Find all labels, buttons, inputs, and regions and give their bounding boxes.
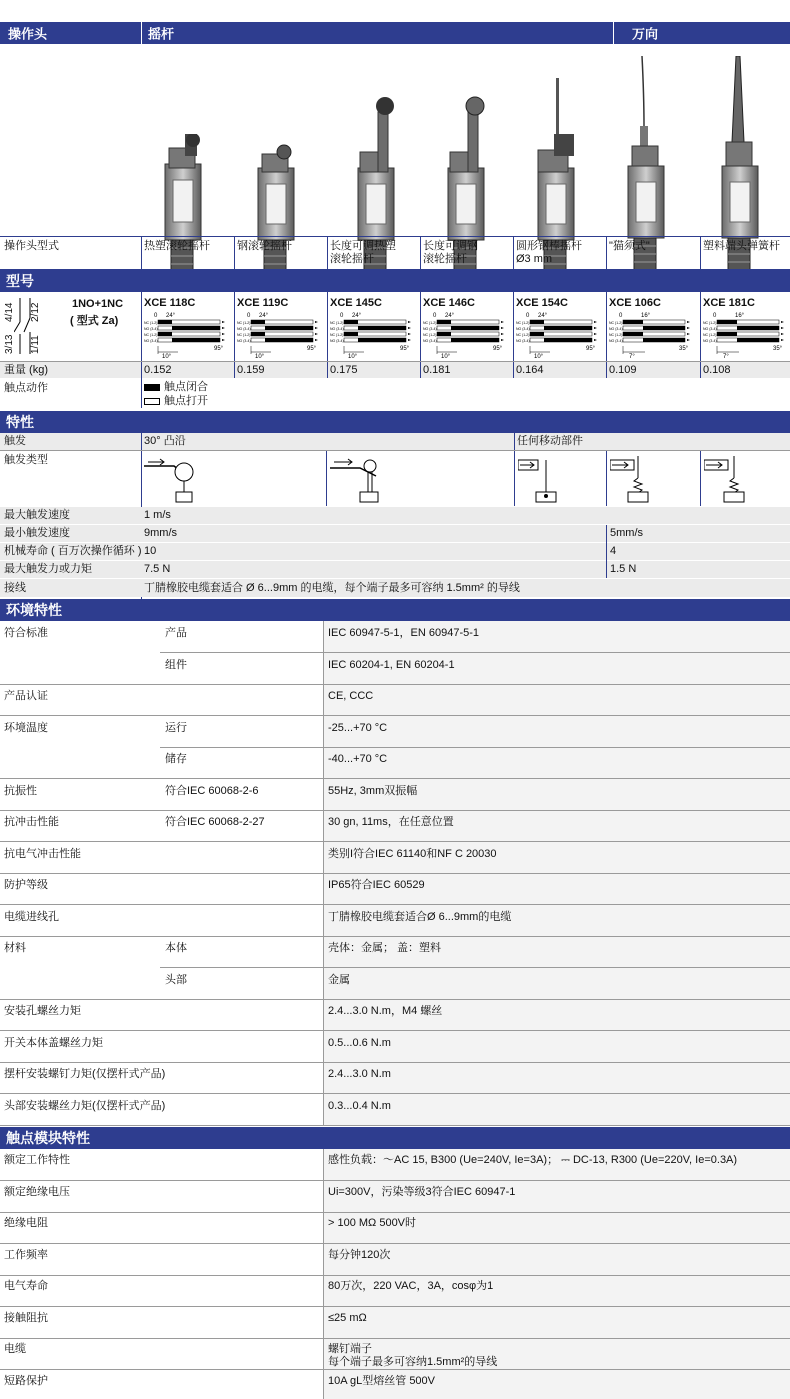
life-label: 机械寿命 ( 百万次操作循环 ) — [4, 545, 142, 557]
env-value: IEC 60204-1, EN 60204-1 — [328, 659, 455, 671]
env-value: -40...+70 °C — [328, 753, 388, 765]
angle-c: 95° — [493, 346, 503, 352]
env-value: IP65符合IEC 60529 — [328, 879, 425, 891]
contact-label: 额定工作特性 — [4, 1154, 70, 1166]
model-number: XCE 106C — [609, 297, 661, 309]
contact-label: NO (3-4) — [237, 327, 251, 331]
terminal-1-11: 1/11 — [30, 335, 41, 354]
contact-label: 电气寿命 — [4, 1280, 48, 1292]
contact-label: NC (1-2) — [237, 321, 251, 325]
env-label: 头部安装螺丝力矩(仅摆杆式产品) — [4, 1100, 166, 1112]
type-cell: 热塑滚轮摇杆 — [144, 240, 210, 252]
open-swatch-icon — [144, 398, 160, 405]
force-a: 7.5 N — [144, 563, 171, 575]
weight-value: 0.175 — [330, 364, 358, 376]
env-sublabel: 头部 — [165, 974, 187, 986]
contact-label: NO (3-4) — [330, 339, 344, 343]
legend-closed: 触点闭合 — [144, 381, 208, 394]
header-band — [0, 22, 790, 44]
contact-value: > 100 MΩ 500V时 — [328, 1217, 417, 1229]
env-value: 55Hz, 3mm双振幅 — [328, 785, 418, 797]
angle-a: 24° — [352, 313, 362, 319]
model-number: XCE 181C — [703, 297, 755, 309]
model-number: XCE 119C — [237, 297, 289, 309]
terminal-2-12: 2/12 — [30, 302, 41, 322]
trigger-any: 任何移动部件 — [517, 435, 583, 447]
env-value: 2.4...3.0 N.m — [328, 1068, 391, 1080]
max-speed-label: 最大触发速度 — [4, 509, 70, 521]
angle-c: 95° — [307, 346, 317, 352]
env-sublabel: 产品 — [165, 627, 187, 639]
angle-c: 35° — [773, 346, 783, 352]
env-label: 抗振性 — [4, 785, 37, 797]
weight-value: 0.152 — [144, 364, 172, 376]
contact-value-2: 每个端子最多可容纳1.5mm²的导线 — [328, 1356, 498, 1368]
angle-a: 16° — [641, 313, 651, 319]
angle-zero: 0 — [619, 313, 623, 319]
angle-b: 10° — [441, 354, 451, 360]
contact-label: NO (3-4) — [609, 327, 623, 331]
model-number: XCE 118C — [144, 297, 196, 309]
contact-label: NO (3-4) — [703, 339, 717, 343]
contact-module-band — [0, 1127, 790, 1149]
contact-label: NC (1-2) — [144, 333, 158, 337]
wiring-value: 丁腈橡胶电缆套适合 Ø 6...9mm 的电缆，每个端子最多可容纳 1.5mm² 的导线 — [144, 582, 520, 594]
env-label: 环境温度 — [4, 722, 48, 734]
trigger-type-label: 触发类型 — [4, 454, 48, 466]
contact-label: NO (3-4) — [237, 339, 251, 343]
contact-label: NO (3-4) — [330, 327, 344, 331]
angle-c: 95° — [214, 346, 224, 352]
product-images-row — [0, 44, 790, 236]
force-label: 最大触发力或力矩 — [4, 563, 92, 575]
contact-label: 额定绝缘电压 — [4, 1186, 70, 1198]
contact-label: NO (3-4) — [516, 339, 530, 343]
contact-label: NC (1-2) — [423, 333, 437, 337]
angle-zero: 0 — [713, 313, 717, 319]
model-band — [0, 270, 790, 292]
contact-value: 每分钟120次 — [328, 1249, 391, 1261]
contact-value: Ui=300V，污染等级3符合IEC 60947-1 — [328, 1186, 516, 1198]
contact-label: NC (1-2) — [144, 321, 158, 325]
switch-image-xce119c — [250, 144, 310, 274]
model-number: XCE 146C — [423, 297, 475, 309]
angle-a: 24° — [259, 313, 269, 319]
travel-diagram — [237, 310, 323, 360]
travel-diagram — [423, 310, 509, 360]
min-speed-label: 最小触发速度 — [4, 527, 70, 539]
contact-module-band-title: 触点模块特性 — [6, 1130, 90, 1146]
trigger-label: 触发 — [4, 435, 26, 447]
env-label: 电缆进线孔 — [4, 911, 59, 923]
contact-label: NO (3-4) — [144, 327, 158, 331]
contact-label: NO (3-4) — [423, 327, 437, 331]
cam-roller-diagram-icon — [144, 456, 214, 504]
wiring-label: 接线 — [4, 582, 26, 594]
angle-c: 95° — [400, 346, 410, 352]
header-lever: 摇杆 — [148, 26, 175, 42]
angle-zero: 0 — [433, 313, 437, 319]
contact-label: NO (3-4) — [423, 339, 437, 343]
contact-label: 短路保护 — [4, 1375, 48, 1387]
angle-b: 10° — [162, 354, 172, 360]
cam-rod-roller-diagram-icon — [330, 456, 400, 504]
travel-diagram — [330, 310, 416, 360]
contact-value: 10A gL型熔丝管 500V — [328, 1375, 436, 1387]
environment-band — [0, 599, 790, 621]
env-label: 符合标准 — [4, 627, 48, 639]
env-label: 抗冲击性能 — [4, 816, 59, 828]
contact-value: ≤25 mΩ — [328, 1312, 367, 1324]
contact-label: 绝缘电阻 — [4, 1217, 48, 1229]
travel-diagram — [609, 310, 695, 360]
model-number: XCE 154C — [516, 297, 568, 309]
env-sublabel: 组件 — [165, 659, 187, 671]
characteristics-band — [0, 411, 790, 433]
contact-label: NC (1-2) — [237, 333, 251, 337]
env-value: 类别I符合IEC 61140和NF C 20030 — [328, 848, 497, 860]
angle-b: 10° — [534, 354, 544, 360]
weight-value: 0.181 — [423, 364, 451, 376]
env-label: 材料 — [4, 942, 26, 954]
env-label: 开关本体盖螺丝力矩 — [4, 1037, 103, 1049]
env-sublabel: 储存 — [165, 753, 187, 765]
angle-a: 24° — [445, 313, 455, 319]
angle-c: 35° — [679, 346, 689, 352]
header-operating-head: 操作头 — [8, 26, 48, 42]
contact-type: 1NO+1NC — [72, 298, 124, 310]
contact-label: 电缆 — [4, 1343, 26, 1355]
env-sublabel: 符合IEC 60068-2-6 — [165, 785, 259, 797]
life-a: 10 — [144, 545, 157, 557]
force-b: 1.5 N — [610, 563, 637, 575]
env-label: 防护等级 — [4, 879, 48, 891]
env-label: 产品认证 — [4, 690, 48, 702]
env-value: CE, CCC — [328, 690, 374, 702]
env-value: 0.5...0.6 N.m — [328, 1037, 391, 1049]
contact-label: NO (3-4) — [703, 327, 717, 331]
legend-open: 触点打开 — [144, 395, 208, 408]
model-number: XCE 145C — [330, 297, 382, 309]
env-sublabel: 符合IEC 60068-2-27 — [165, 816, 265, 828]
spring-rod-diagram-icon — [704, 456, 764, 504]
travel-diagram — [703, 310, 789, 360]
max-speed-value: 1 m/s — [144, 509, 171, 521]
weight-value: 0.108 — [703, 364, 731, 376]
angle-a: 24° — [166, 313, 176, 319]
contact-label: NC (1-2) — [609, 333, 623, 337]
contact-value: 螺钉端子 — [328, 1343, 372, 1355]
contact-label: NC (1-2) — [609, 321, 623, 325]
contact-sub: ( 型式 Za) — [70, 315, 119, 327]
model-band-title: 型号 — [6, 273, 34, 289]
characteristics-band-title: 特性 — [6, 414, 34, 430]
env-value: 30 gn, 11ms，在任意位置 — [328, 816, 454, 828]
closed-swatch-icon — [144, 384, 160, 391]
angle-b: 10° — [255, 354, 265, 360]
contact-label: NC (1-2) — [703, 321, 717, 325]
env-value: 0.3...0.4 N.m — [328, 1100, 391, 1112]
angle-a: 16° — [735, 313, 745, 319]
weight-value: 0.109 — [609, 364, 637, 376]
angle-b: 10° — [348, 354, 358, 360]
type-cell: 圆形钢棒摇杆 Ø3 mm — [516, 240, 582, 265]
env-value: 丁腈橡胶电缆套适合Ø 6...9mm的电缆 — [328, 911, 512, 923]
contact-label: 工作频率 — [4, 1249, 48, 1261]
contact-label: NC (1-2) — [516, 321, 530, 325]
terminal-3-13: 3/13 — [4, 334, 15, 354]
contact-value: 感性负载：〜AC 15, B300 (Ue=240V, Ie=3A)； ⎓ DC-13, R300 (Ue=220V, Ie=0.3A) — [328, 1154, 738, 1166]
contact-label: NC (1-2) — [703, 333, 717, 337]
type-cell: 钢滚轮摇杆 — [237, 240, 292, 252]
type-cell: 长度可调热塑 滚轮摇杆 — [330, 240, 396, 265]
contact-label: NO (3-4) — [609, 339, 623, 343]
env-label: 抗电气冲击性能 — [4, 848, 81, 860]
header-universal: 万向 — [632, 26, 659, 42]
min-speed-b: 5mm/s — [610, 527, 643, 539]
contact-label: NO (3-4) — [144, 339, 158, 343]
angle-zero: 0 — [526, 313, 530, 319]
min-speed-a: 9mm/s — [144, 527, 177, 539]
rod-diagram-icon — [518, 456, 574, 504]
contact-label: NC (1-2) — [423, 321, 437, 325]
type-label: 操作头型式 — [4, 240, 59, 252]
whisker-diagram-icon — [610, 456, 670, 504]
contact-schematic — [0, 292, 141, 360]
travel-diagram — [516, 310, 602, 360]
contact-value: 80万次，220 VAC，3A，cosφ为1 — [328, 1280, 494, 1292]
contact-label: NC (1-2) — [330, 321, 344, 325]
angle-zero: 0 — [154, 313, 158, 319]
angle-c: 95° — [586, 346, 596, 352]
env-value: 2.4...3.0 N.m，M4 螺丝 — [328, 1005, 443, 1017]
type-cell: 塑料端头弹簧杆 — [703, 240, 780, 252]
angle-zero: 0 — [340, 313, 344, 319]
trigger-cam: 30° 凸沿 — [144, 435, 186, 447]
contact-label: NO (3-4) — [516, 327, 530, 331]
contact-label: 接触阻抗 — [4, 1312, 48, 1324]
weight-value: 0.159 — [237, 364, 265, 376]
weight-label: 重量 (kg) — [4, 364, 48, 376]
env-value: -25...+70 °C — [328, 722, 388, 734]
weight-value: 0.164 — [516, 364, 544, 376]
life-b: 4 — [610, 545, 617, 557]
environment-band-title: 环境特性 — [6, 602, 62, 618]
env-sublabel: 运行 — [165, 722, 187, 734]
type-cell: 长度可调钢 滚轮摇杆 — [423, 240, 478, 265]
env-label: 安装孔螺丝力矩 — [4, 1005, 81, 1017]
travel-diagram — [144, 310, 230, 360]
angle-b: 7° — [629, 354, 635, 360]
angle-a: 24° — [538, 313, 548, 319]
contact-label: NC (1-2) — [330, 333, 344, 337]
switch-image-xce118c — [155, 134, 215, 274]
terminal-4-14: 4/14 — [4, 302, 15, 322]
contact-action-label: 触点动作 — [4, 382, 48, 394]
contact-symbol-icon — [14, 298, 34, 354]
env-value: IEC 60947-5-1，EN 60947-5-1 — [328, 627, 480, 639]
env-sublabel: 本体 — [165, 942, 187, 954]
angle-zero: 0 — [247, 313, 251, 319]
env-value: 金属 — [328, 974, 350, 986]
contact-label: NC (1-2) — [516, 333, 530, 337]
env-label: 摆杆安装螺钉力矩(仅摆杆式产品) — [4, 1068, 166, 1080]
type-cell: "猫须式" — [609, 240, 650, 252]
env-value: 壳体：金属； 盖：塑料 — [328, 942, 442, 954]
angle-b: 7° — [723, 354, 729, 360]
